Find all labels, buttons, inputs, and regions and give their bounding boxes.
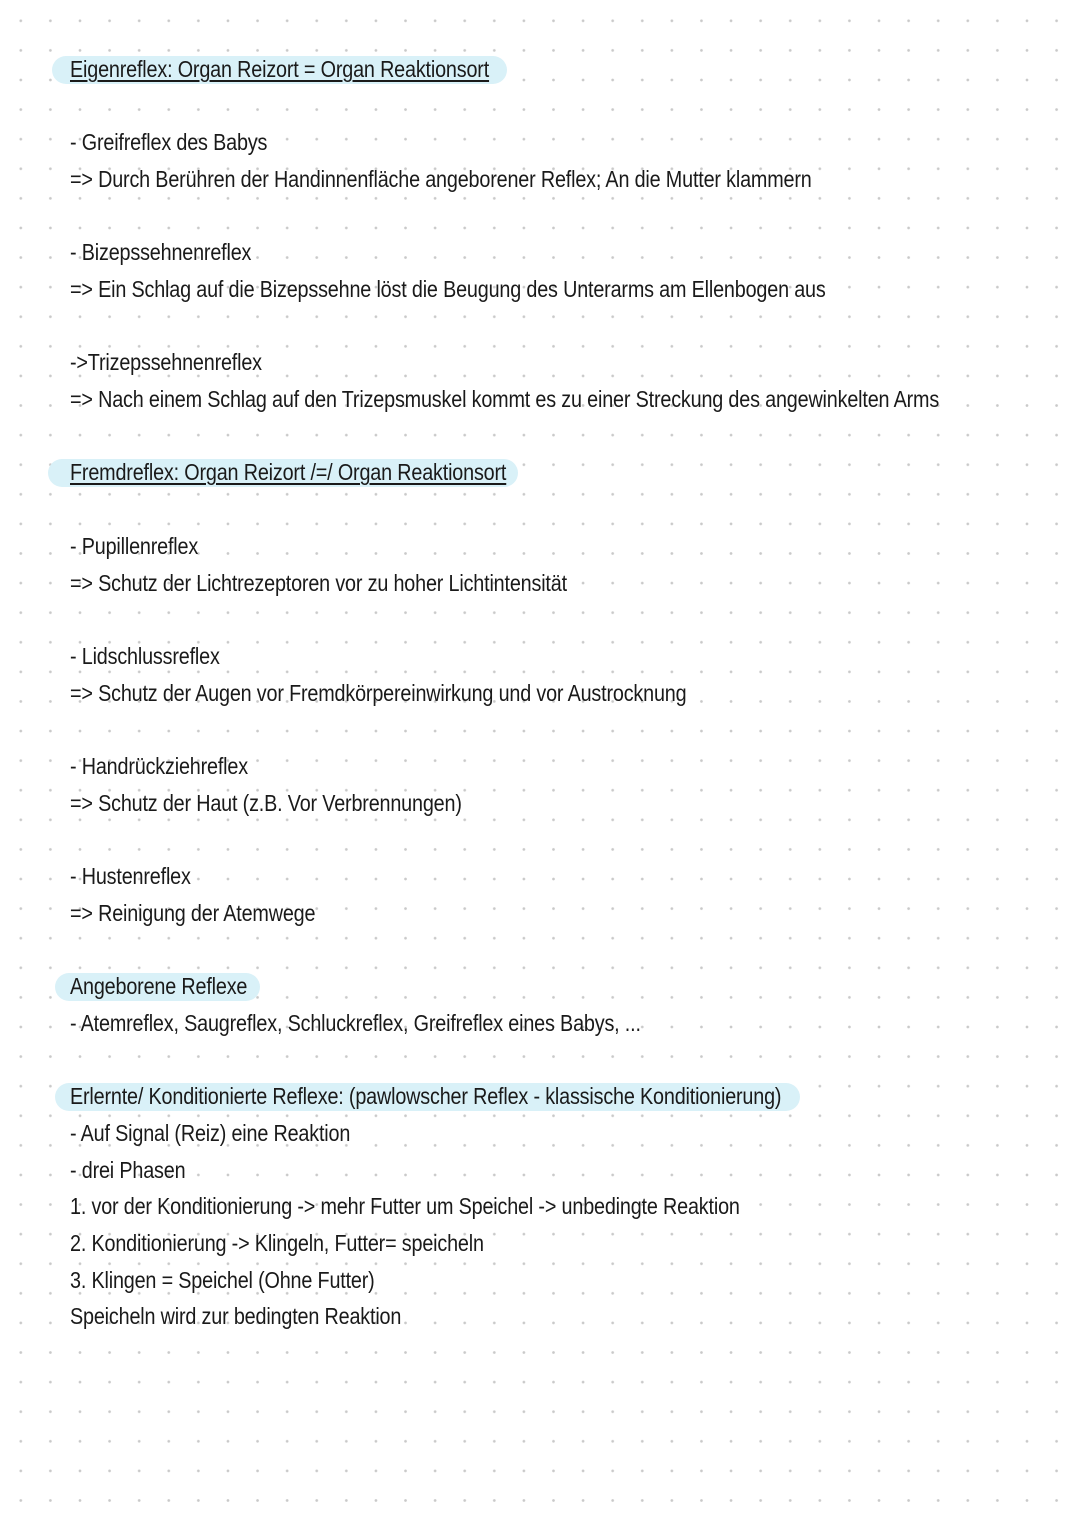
list-item-desc: => Reinigung der Atemwege (70, 900, 316, 926)
heading-erlernt: Erlernte/ Konditionierte Reflexe: (pawlowscher Reflex - klassische Konditionierung) (70, 1083, 782, 1109)
list-item-desc: => Schutz der Lichtrezeptoren vor zu hoher Lichtintensität (70, 570, 567, 596)
list-item: - drei Phasen (70, 1157, 186, 1183)
list-item-title: - Handrückziehreflex (70, 753, 248, 779)
heading-angeboren: Angeborene Reflexe (70, 973, 248, 999)
list-item-title: - Lidschlussreflex (70, 643, 220, 669)
list-item: 1. vor der Konditionierung -> mehr Futter um Speichel -> unbedingte Reaktion (70, 1193, 740, 1219)
list-item-desc: => Ein Schlag auf die Bizepssehne löst die Beugung des Unterarms am Ellenbogen aus (70, 276, 826, 302)
list-item-title: - Greifreflex des Babys (70, 129, 268, 155)
list-item-title: - Bizepssehnenreflex (70, 239, 252, 265)
list-item: - Atemreflex, Saugreflex, Schluckreflex, Greifreflex eines Babys, ... (70, 1010, 641, 1036)
list-item: 2. Konditionierung -> Klingeln, Futter= speicheln (70, 1230, 484, 1256)
list-item-title: - Hustenreflex (70, 863, 191, 889)
list-item-desc: => Schutz der Augen vor Fremdkörpereinwirkung und vor Austrocknung (70, 680, 687, 706)
list-item: Speicheln wird zur bedingten Reaktion (70, 1303, 402, 1329)
list-item-title: ->Trizepssehnenreflex (70, 349, 262, 375)
list-item: - Auf Signal (Reiz) eine Reaktion (70, 1120, 351, 1146)
list-item-title: - Pupillenreflex (70, 533, 199, 559)
list-item-desc: => Schutz der Haut (z.B. Vor Verbrennungen) (70, 790, 462, 816)
list-item: 3. Klingen = Speichel (Ohne Futter) (70, 1267, 375, 1293)
heading-eigenreflex: Eigenreflex: Organ Reizort = Organ Reaktionsort (70, 56, 490, 82)
list-item-desc: => Durch Berühren der Handinnenfläche angeborener Reflex; An die Mutter klammern (70, 166, 812, 192)
heading-fremdreflex: Fremdreflex: Organ Reizort /=/ Organ Reaktionsort (70, 459, 507, 485)
list-item-desc: => Nach einem Schlag auf den Trizepsmuskel kommt es zu einer Streckung des angewinkelten Arms (70, 386, 940, 412)
